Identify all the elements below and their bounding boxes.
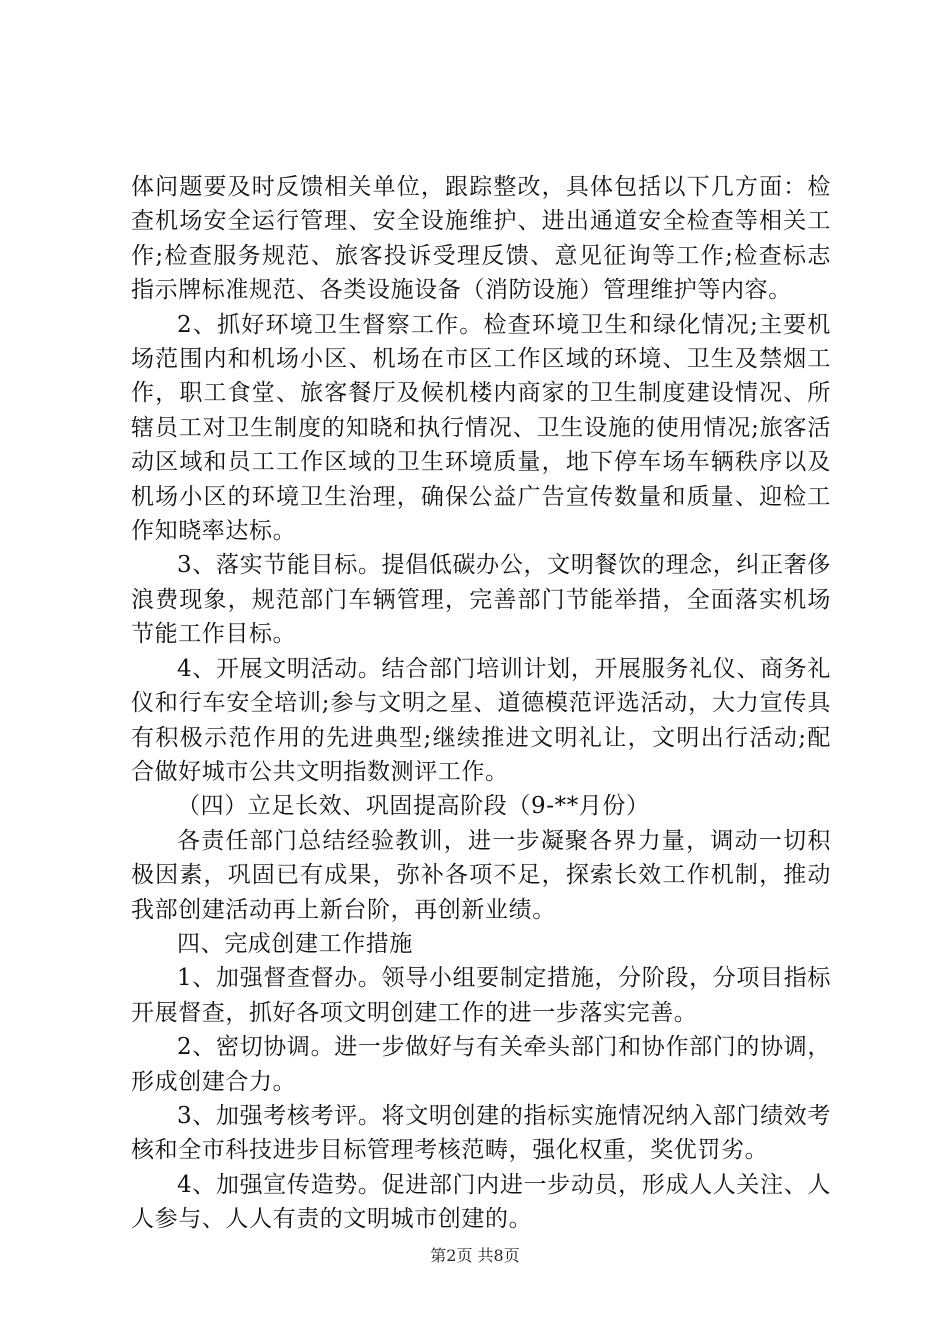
- page-number-footer: 第2页 共8页: [430, 1246, 520, 1265]
- paragraph-measure-1: 1、加强督查督办。领导小组要制定措施，分阶段，分项目指标开展督查，抓好各项文明创建工作的进一步落实完善。: [131, 965, 831, 1026]
- paragraph-item-2: 2、抓好环境卫生督察工作。检查环境卫生和绿化情况;主要机场范围内和机场小区、机场在市区工作区域的环境、卫生及禁烟工作，职工食堂、旅客餐厅及候机楼内商家的卫生制度建设情况、所辖员工对卫生制度的知晓和执行情况、卫生设施的使用情况;旅客活动区域和员工工作区域的卫生环境质量，地下停车场车辆秩序以及机场小区的环境卫生治理，确保公益广告宣传数量和质量、迎检工作知晓率达标。: [131, 311, 831, 545]
- paragraph-continued: 体问题要及时反馈相关单位，跟踪整改，具体包括以下几方面：检查机场安全运行管理、安全设施维护、进出通道安全检查等相关工作;检查服务规范、旅客投诉受理反馈、意见征询等工作;检查标志指示牌标准规范、各类设施设备（消防设施）管理维护等内容。: [131, 174, 831, 304]
- paragraph-measure-2: 2、密切协调。进一步做好与有关牵头部门和协作部门的协调，形成创建合力。: [131, 1034, 831, 1095]
- section-heading-measures: 四、完成创建工作措施: [177, 930, 413, 957]
- section-heading-stage-four: （四）立足长效、巩固提高阶段（9-**月份）: [177, 793, 650, 820]
- paragraph-measure-4: 4、加强宣传造势。促进部门内进一步动员，形成人人关注、人人参与、人人有责的文明城市创建的。: [131, 1171, 831, 1233]
- paragraph-stage-four-body: 各责任部门总结经验教训，进一步凝聚各界力量，调动一切积极因素，巩固已有成果，弥补各项不足，探索长效工作机制，推动我部创建活动再上新台阶，再创新业绩。: [131, 827, 831, 923]
- paragraph-measure-3: 3、加强考核考评。将文明创建的指标实施情况纳入部门绩效考核和全市科技进步目标管理考核范畴，强化权重，奖优罚劣。: [131, 1102, 831, 1164]
- paragraph-item-4: 4、开展文明活动。结合部门培训计划，开展服务礼仪、商务礼仪和行车安全培训;参与文明之星、道德模范评选活动，大力宣传具有积极示范作用的先进典型;继续推进文明礼让，文明出行活动;配合做好城市公共文明指数测评工作。: [131, 655, 831, 785]
- document-body: [131, 170, 831, 1237]
- paragraph-item-3: 3、落实节能目标。提倡低碳办公，文明餐饮的理念，纠正奢侈浪费现象，规范部门车辆管理，完善部门节能举措，全面落实机场节能工作目标。: [131, 552, 831, 648]
